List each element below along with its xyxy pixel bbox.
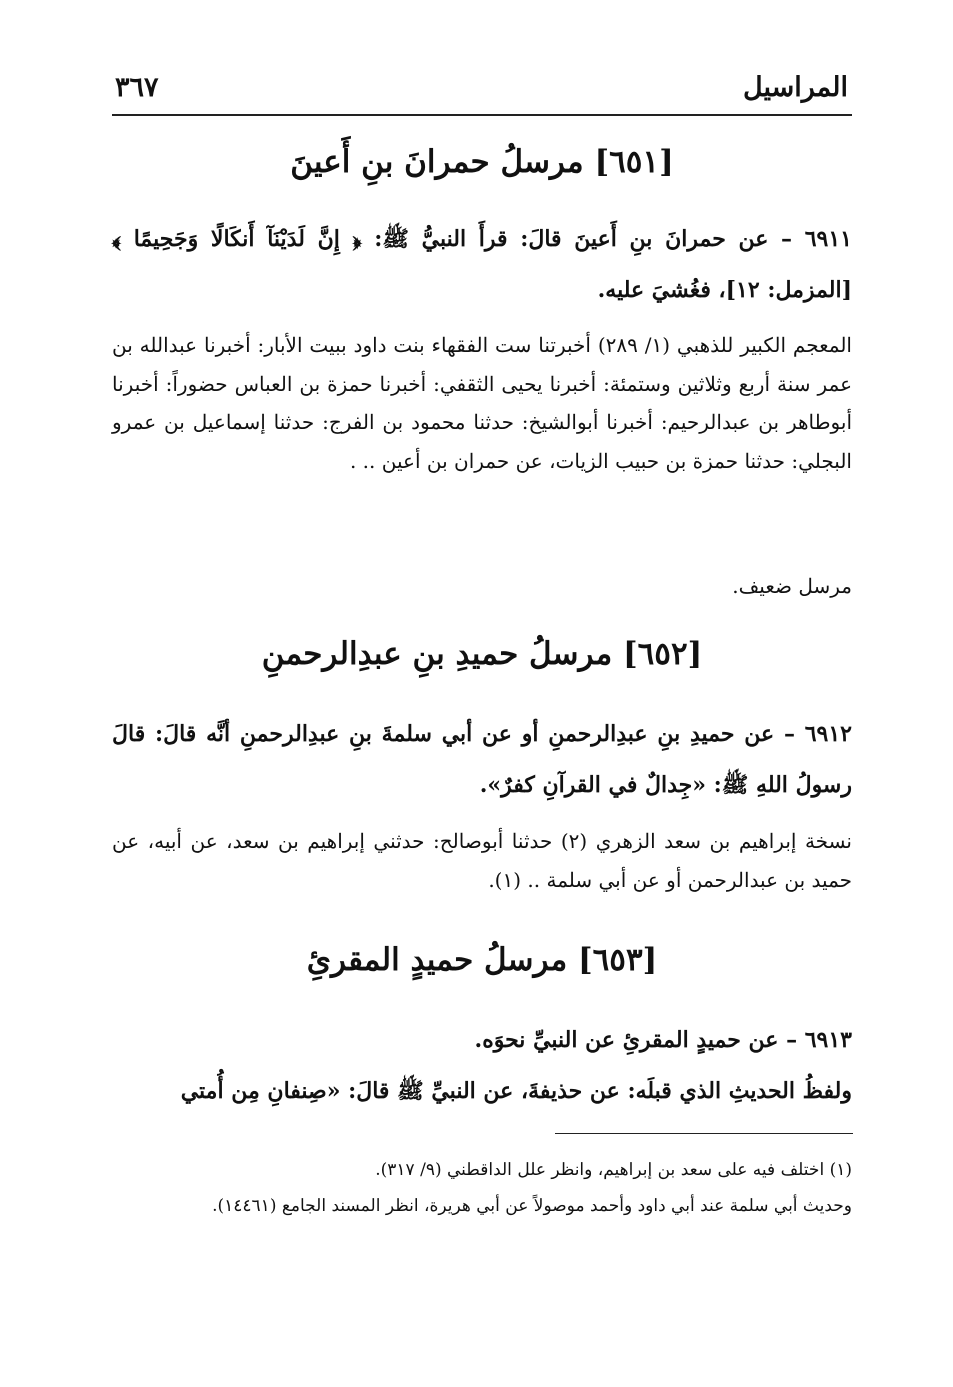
source-text-6911: المعجم الكبير للذهبي (١/ ٢٨٩) أخبرتنا ست الفقهاء بنت داود ببيت الأبار: أخبرنا عبدالله بن عمر سنة أربع وثلاثين وستمئة: أخبرنا يحيى الثقفي: أخبرنا حمزة بن العباس حضوراً: أخبرنا أبوطاهر بن عبدالرحيم: أخبرنا أبوالشيخ: حدثنا محمود بن الفرج: حدثنا إسماعيل بن عمرو البجلي: حدثنا حمزة بن حبيب الزيات، عن حمران بن أعين .. . [112,333,852,473]
hadith-6913: ٦٩١٣ – عن حميدٍ المقرئِ عن النبيِّ نحوَه. [474,1027,852,1053]
running-title: المراسيل [743,72,848,103]
footnote-2: وحديث أبي سلمة عند أبي داود وأحمد موصولاً عن أبي هريرة، انظر المسند الجامع (١٤٤٦١). [212,1196,852,1216]
hadith-grade: مرسل ضعيف. [732,574,852,598]
hadith-6913-continuation: ولفظُ الحديثِ الذي قبلَه: عن حذيفةَ، عن النبيِّ ﷺ قالَ: «صِنفانِ مِن أُمتي [180,1078,852,1104]
source-text-6912: نسخة إبراهيم بن سعد الزهري (٢) حدثنا أبوصالح: حدثني إبراهيم بن سعد، عن أبيه، عن حميد بن عبدالرحمن أو عن أبي سلمة .. (١). [112,829,852,892]
header-divider [112,114,852,116]
hadith-6911: ٦٩١١ – عن حمرانَ بنِ أَعينَ قالَ: قرأَ النبيُّ ﷺ: ﴿ إِنَّ لَدَيْنَآ أَنكَالًا وَجَحِيمًا ﴾ [المزمل: ١٢]، فغُشيَ عليه. [112,226,852,303]
footnote-divider [555,1133,853,1134]
section-title-653: [٦٥٣] مرسلُ حميدٍ المقرئِ [306,942,658,978]
hadith-6912: ٦٩١٢ – عن حميدِ بنِ عبدِالرحمنِ أو عن أبي سلمةَ بنِ عبدِالرحمنِ أنَّه قالَ: قالَ رسولُ اللهِ ﷺ: «جِدالٌ في القرآنِ كفرٌ». [112,721,852,798]
footnote-1: (١) اختلف فيه على سعد بن إبراهيم، وانظر علل الداقطني (٩/ ٣١٧). [375,1160,852,1180]
section-title-652: [٦٥٢] مرسلُ حميدِ بنِ عبدِالرحمنِ [261,636,703,672]
section-title-651: [٦٥١] مرسلُ حمرانَ بنِ أَعينَ [290,144,674,180]
page-number: ٣٦٧ [115,72,159,103]
